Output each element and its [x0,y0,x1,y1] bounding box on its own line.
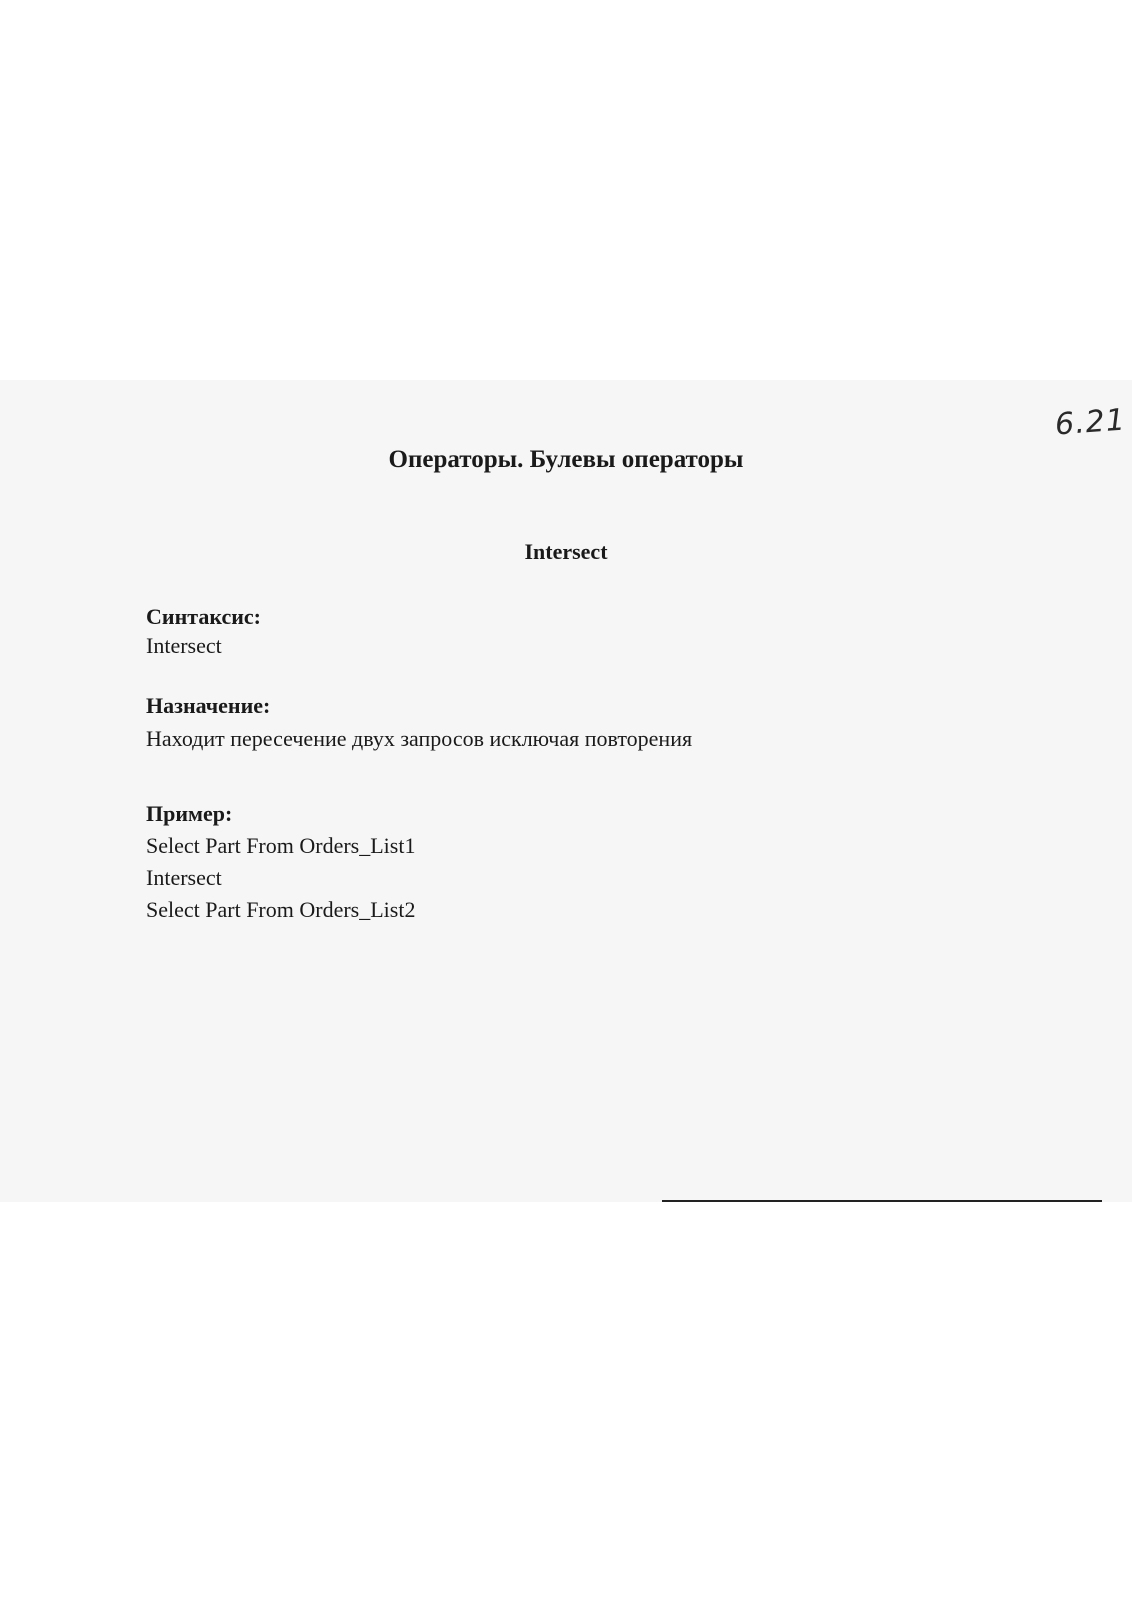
purpose-section [146,692,692,754]
purpose-text: Находит пересечение двух запросов исключая повторения [146,726,693,751]
document-title: Операторы. Булевы операторы [388,446,744,473]
example-line: Select Part From Orders_List2 [146,897,416,922]
example-code [146,830,415,926]
scan-edge-line [662,1200,1102,1202]
syntax-text: Intersect [146,633,222,658]
scanned-sheet [0,380,1132,1202]
example-line: Intersect [146,865,222,890]
syntax-heading: Синтаксис: [146,604,261,629]
example-line: Select Part From Orders_List1 [146,833,416,858]
example-heading: Пример: [146,801,233,826]
handwritten-page-number: 6.21 [1053,402,1127,443]
syntax-section [146,603,261,661]
purpose-heading: Назначение: [146,693,271,718]
example-section [146,800,415,926]
operator-name: Intersect [524,539,608,564]
